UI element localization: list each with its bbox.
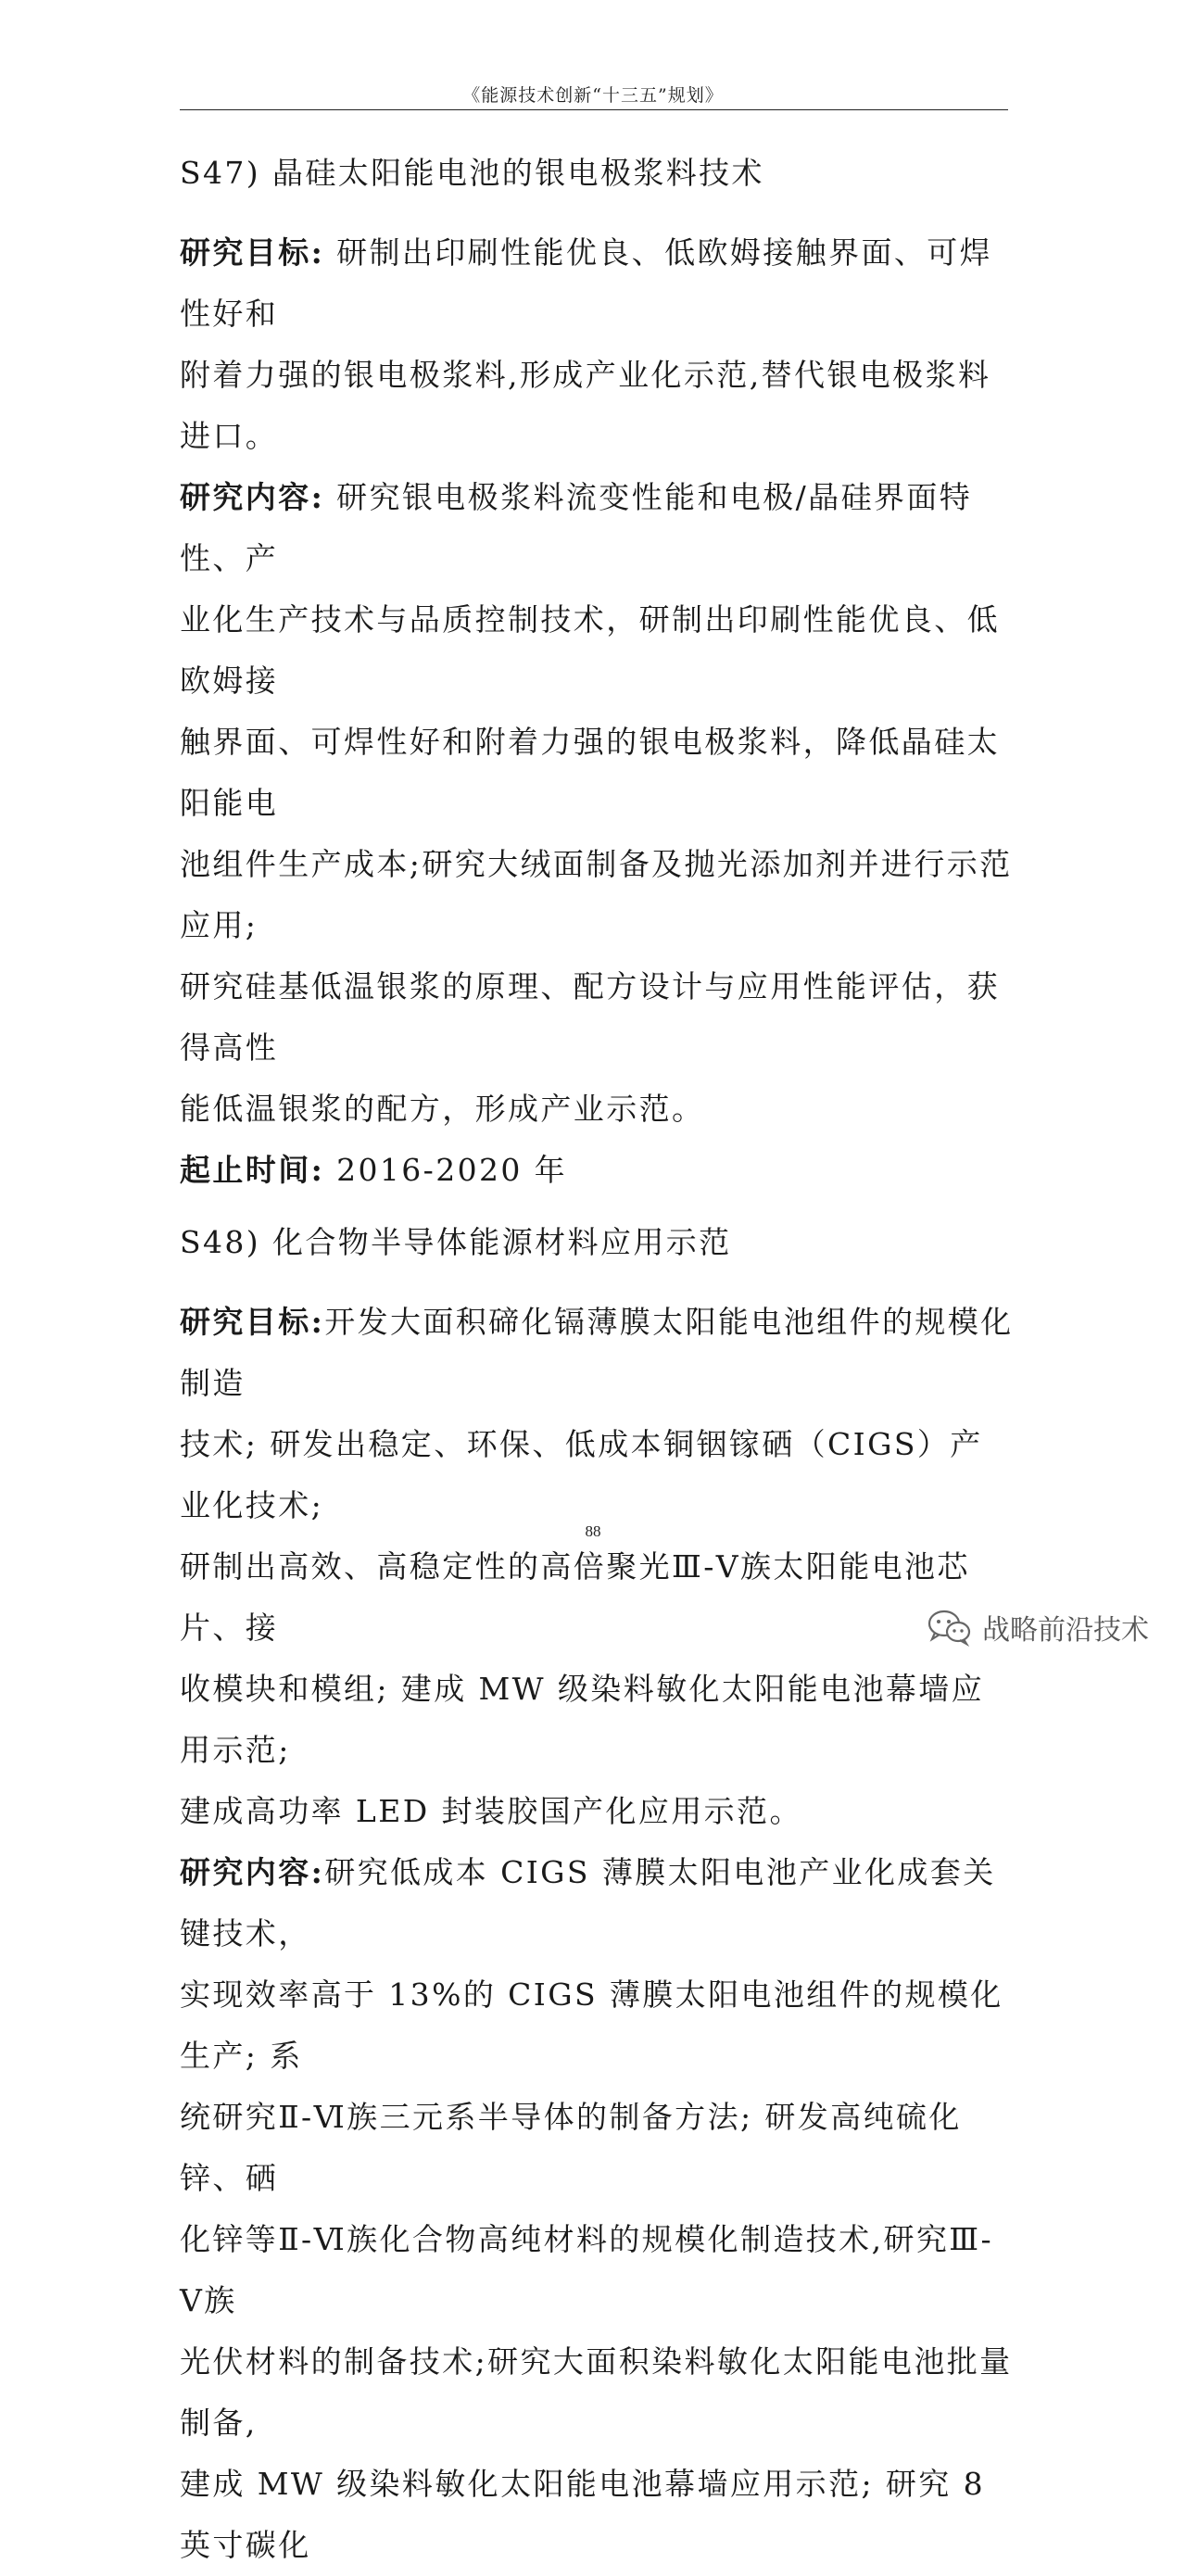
text-line: 建成高功率 LED 封装胶国产化应用示范。 bbox=[180, 1793, 802, 1829]
page-number: 88 bbox=[585, 1522, 601, 1540]
research-content-label: 研究内容: bbox=[180, 479, 325, 515]
time-period-label: 起止时间: bbox=[180, 1152, 325, 1188]
text-line: 池组件生产成本;研究大绒面制备及抛光添加剂并进行示范应用; bbox=[180, 846, 1013, 943]
text-line: 统研究Ⅱ-Ⅵ族三元系半导体的制备方法; 研发高纯硫化锌、硒 bbox=[180, 2099, 962, 2196]
wechat-icon bbox=[927, 1608, 973, 1647]
text-line: 开发大面积碲化镉薄膜太阳能电池组件的规模化制造 bbox=[180, 1304, 1014, 1401]
text-line: 研究硅基低温银浆的原理、配方设计与应用性能评估，获得高性 bbox=[180, 968, 1000, 1066]
text-line: 实现效率高于 13%的 CIGS 薄膜太阳电池组件的规模化生产; 系 bbox=[180, 1976, 1003, 2074]
text-line: 附着力强的银电极浆料,形成产业化示范,替代银电极浆料进口。 bbox=[180, 357, 991, 454]
document-body bbox=[180, 137, 1014, 2576]
text-line: 化锌等Ⅱ-Ⅵ族化合物高纯材料的规模化制造技术,研究Ⅲ-Ⅴ族 bbox=[180, 2221, 994, 2318]
text-line: 研究低成本 CIGS 薄膜太阳电池产业化成套关键技术， bbox=[180, 1854, 996, 1951]
s48-research-goal bbox=[180, 1292, 1014, 1842]
text-line: 研制出印刷性能优良、低欧姆接触界面、可焊性好和 bbox=[180, 234, 993, 332]
text-line: 研制出高效、高稳定性的高倍聚光Ⅲ-Ⅴ族太阳能电池芯片、接 bbox=[180, 1548, 970, 1646]
text-line: 业化生产技术与品质控制技术，研制出印刷性能优良、低欧姆接 bbox=[180, 601, 1000, 699]
document-header-title: 《能源技术创新“十三五”规划》 bbox=[462, 85, 724, 106]
section-heading-s48: S48) 化合物半导体能源材料应用示范 bbox=[180, 1224, 732, 1260]
text-line: 收模块和模组; 建成 MW 级染料敏化太阳能电池幕墙应用示范; bbox=[180, 1671, 985, 1768]
research-goal-label: 研究目标: bbox=[180, 234, 325, 271]
s47-research-goal bbox=[180, 222, 1014, 467]
text-line: 光伏材料的制备技术;研究大面积染料敏化太阳能电池批量制备, bbox=[180, 2343, 1013, 2441]
watermark-text: 战略前沿技术 bbox=[982, 1614, 1149, 1647]
research-goal-label: 研究目标: bbox=[180, 1304, 325, 1340]
s47-time-period bbox=[180, 1140, 1014, 1201]
section-heading-s47: S47) 晶硅太阳能电池的银电极浆料技术 bbox=[180, 155, 764, 191]
text-line: 技术; 研发出稳定、环保、低成本铜铟镓硒（CIGS）产业化技术; bbox=[180, 1426, 983, 1523]
s48-research-content bbox=[180, 1842, 1014, 2576]
header-divider bbox=[180, 109, 1008, 110]
watermark bbox=[927, 1607, 1149, 1648]
s47-research-content bbox=[180, 467, 1014, 1140]
text-line: 触界面、可焊性好和附着力强的银电极浆料，降低晶硅太阳能电 bbox=[180, 724, 1000, 821]
time-period-value: 2016-2020 年 bbox=[324, 1152, 568, 1188]
text-line: 能低温银浆的配方，形成产业示范。 bbox=[180, 1091, 705, 1127]
text-line: 建成 MW 级染料敏化太阳能电池幕墙应用示范; 研究 8 英寸碳化 bbox=[180, 2466, 985, 2563]
research-content-label: 研究内容: bbox=[180, 1854, 325, 1890]
text-line: 研究银电极浆料流变性能和电极/晶硅界面特性、产 bbox=[180, 479, 973, 576]
